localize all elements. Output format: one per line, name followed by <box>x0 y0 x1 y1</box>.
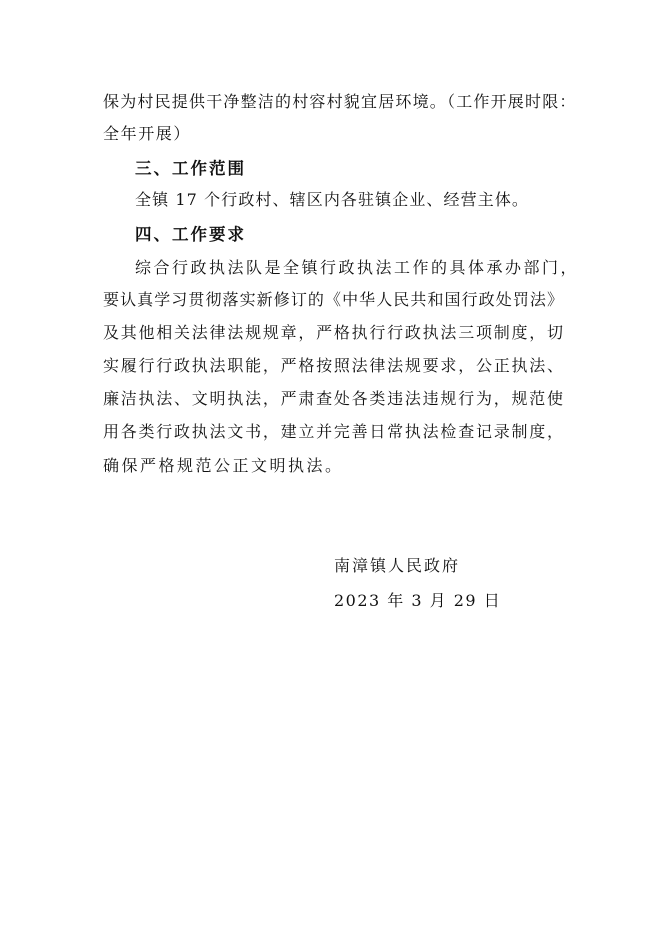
intro-line-2: 全年开展） <box>103 124 192 143</box>
signature-date: 2023 年 3 月 29 日 <box>334 591 502 610</box>
section-4-line-5: 廉洁执法、文明执法，严肃查处各类违法违规行为，规范使 <box>103 389 563 408</box>
section-4-line-6: 用各类行政执法文书，建立并完善日常执法检查记录制度， <box>103 422 563 441</box>
section-3-paragraph: 全镇 17 个行政村、辖区内各驻镇企业、经营主体。 <box>135 190 530 209</box>
section-4-heading: 四、工作要求 <box>135 225 246 244</box>
section-4-line-3: 及其他相关法律法规规章，严格执行行政执法三项制度，切 <box>103 323 563 342</box>
section-3-heading: 三、工作范围 <box>135 159 246 178</box>
intro-line-1: 保为村民提供干净整洁的村容村貌宜居环境。（工作开展时限： <box>103 92 577 111</box>
section-4-line-1: 综合行政执法队是全镇行政执法工作的具体承办部门， <box>135 258 580 277</box>
section-4-line-2: 要认真学习贯彻落实新修订的《中华人民共和国行政处罚法》 <box>103 290 563 309</box>
section-4-line-7: 确保严格规范公正文明执法。 <box>103 456 344 475</box>
signature-organization: 南漳镇人民政府 <box>334 556 461 575</box>
section-4-line-4: 实履行行政执法职能，严格按照法律法规要求，公正执法、 <box>103 356 563 375</box>
